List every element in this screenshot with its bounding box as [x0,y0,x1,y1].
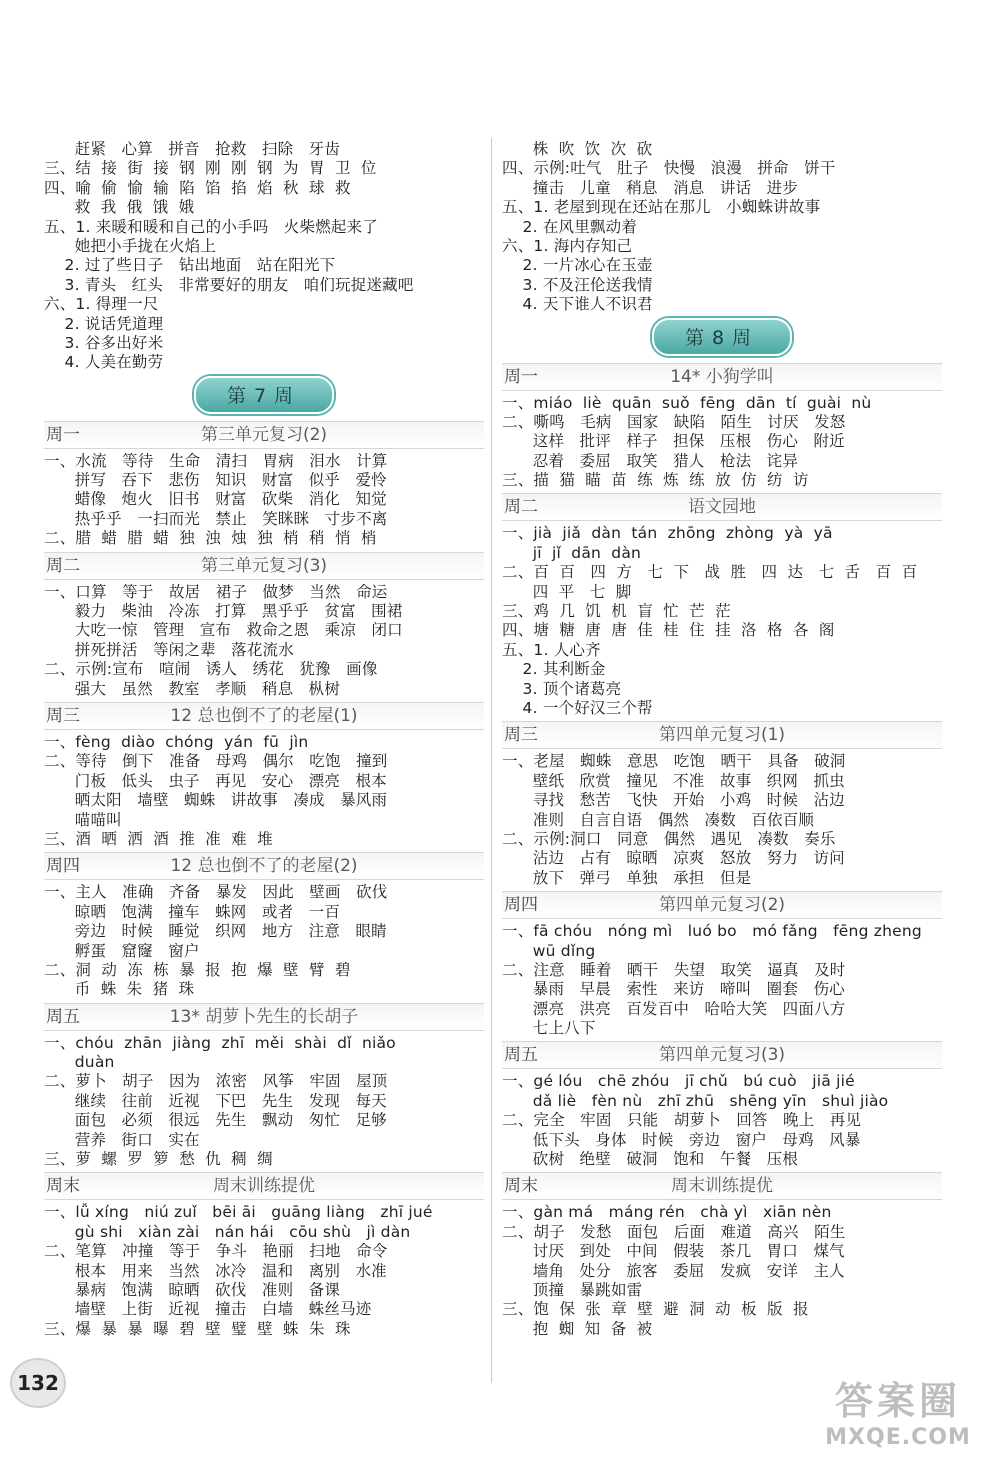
answer-line: 二、示例:洞口 同意 偶然 遇见 凑数 奏乐 [502,829,836,848]
watermark-top: 答案圈 [834,1379,961,1423]
answer-line: 五、1. 老屋到现在还站在那儿 小蜘蛛讲故事 [502,198,821,217]
answer-line: 三、结 接 街 接 钢 刚 刚 钢 为 胃 卫 位 [44,159,377,178]
answer-line: 三、酒 晒 洒 酒 推 准 难 堆 [44,829,273,848]
answer-line: 顶撞 暴跳如雷 [502,1280,643,1299]
answer-line: 一、lǚ xíng niú zuǐ bēi āi guāng liàng zhī jué [44,1203,433,1222]
week-banner-label: 第8周 [652,318,792,356]
day-label: 周五 [46,1006,80,1027]
answer-line: 喵喵叫 [44,810,122,829]
answer-line: 三、萝 螺 罗 箩 愁 仇 稠 绸 [44,1150,273,1169]
answer-line: 二、笔算 冲撞 等于 争斗 艳丽 扫地 命令 [44,1242,388,1261]
answer-line: 蜡像 炮火 旧书 财富 砍柴 消化 知觉 [44,490,387,509]
section-title: 周末训练提优 [671,1176,773,1197]
section-title: 13* 胡萝卜先生的长胡子 [169,1006,359,1027]
day-section-header [502,363,942,391]
answer-line: 四 平 七 脚 [502,582,632,601]
answer-line: 五、1. 人心齐 [502,640,601,659]
answer-line: 3. 谷多出好米 [44,333,164,352]
watermark-logo [808,1378,988,1462]
day-section-header [502,493,942,521]
answer-line: 大吃一惊 管理 宣布 救命之恩 乘凉 闭口 [44,621,403,640]
section-title: 第三单元复习(2) [200,424,328,445]
answer-line: 毅力 柴油 冷冻 打算 黑乎乎 贫富 围裙 [44,602,403,621]
answer-line: 4. 一个好汉三个帮 [502,698,653,717]
section-title: 第四单元复习(3) [658,1045,786,1066]
answer-line: 2. 在风里飘动着 [502,217,638,236]
section-title: 12 总也倒不了的老屋(2) [170,856,358,877]
answer-line: 暴雨 早晨 索性 来访 啼叫 圈套 伤心 [502,980,845,999]
answer-line: 一、老屋 蜘蛛 意思 吃饱 晒干 具备 破洞 [502,752,846,771]
answer-line: 赶紧 心算 拼音 抢救 扫除 牙齿 [44,140,341,158]
answer-line: 四、喻 偷 愉 输 陷 馅 掐 焰 秋 球 救 [44,178,351,197]
answer-line: 七上八下 [502,1019,596,1038]
answer-line: 孵蛋 窟窿 窗户 [44,941,200,960]
answer-line: dǎ liè fèn nù zhī zhū shēng yīn shuì jiào [502,1091,889,1110]
day-label: 周一 [504,366,538,387]
answer-line: 五、1. 来暖和暖和自己的小手吗 火柴燃起来了 [44,217,378,236]
day-label: 周末 [504,1176,538,1197]
answer-line: 二、示例:宣布 喧闹 诱人 绣花 犹豫 画像 [44,660,378,679]
answer-line: wū dǐng [502,941,596,960]
day-section-header [502,1041,942,1069]
answer-line: 她把小手拢在火焰上 [44,236,217,255]
answer-line: 一、口算 等于 故居 裙子 做梦 当然 命运 [44,582,388,601]
answer-line: 拼死拼活 等闲之辈 落花流水 [44,640,294,659]
answer-line: 一、主人 准确 齐备 暴发 因此 壁画 砍伐 [44,883,388,902]
answer-line: 三、描 猫 瞄 苗 练 炼 练 放 仿 纺 访 [502,471,809,490]
answer-line: 4. 人美在勤劳 [44,353,164,372]
answer-line: 一、水流 等待 生命 清扫 胃病 泪水 计算 [44,451,388,470]
section-title: 第四单元复习(2) [658,895,786,916]
answer-line: 2. 其利断金 [502,660,606,679]
answer-line: 株 吹 饮 次 砍 [502,140,653,158]
answer-line: 三、爆 暴 暴 曝 碧 壁 璧 壁 蛛 朱 珠 [44,1319,351,1338]
answer-line: 撞击 儿童 稍息 消息 讲话 进步 [502,178,799,197]
section-title: 周末训练提优 [213,1176,315,1197]
day-section-header [44,552,484,580]
answer-line: 寻找 愁苦 飞快 开始 小鸡 时候 沾边 [502,791,845,810]
answer-line: 二、嘶鸣 毛病 国家 缺陷 陌生 讨厌 发怒 [502,412,846,431]
answer-line: 二、百 百 四 方 七 下 战 胜 四 达 七 舌 百 百 [502,563,918,582]
answer-line: 准则 自言自语 偶然 凑数 百依百顺 [502,810,815,829]
answer-line: 壁纸 欣赏 撞见 不准 故事 织网 抓虫 [502,771,845,790]
answer-line: 一、chóu zhān jiàng zhī měi shài dǐ niǎo [44,1033,396,1052]
answer-line: 低下头 身体 时候 旁边 窗户 母鸡 风暴 [502,1130,861,1149]
answer-line: 3. 顶个诸葛亮 [502,679,622,698]
answer-line: 三、鸡 几 饥 机 盲 忙 芒 茫 [502,602,731,621]
answer-line: 四、示例:吐气 肚子 快慢 浪漫 拼命 饼干 [502,159,836,178]
day-label: 周三 [504,725,538,746]
answer-line: 二、等待 倒下 准备 母鸡 偶尔 吃饱 撞到 [44,752,388,771]
week-banner-label: 第7周 [194,376,334,414]
day-label: 周一 [46,424,80,445]
left-column [44,140,484,1339]
week-banner [44,375,484,415]
answer-line: 一、gàn má máng rén chà yì xiān nèn [502,1203,832,1222]
answer-line: 抱 蜘 知 备 被 [502,1319,653,1338]
answer-line: 二、完全 牢固 只能 胡萝卜 回答 晚上 再见 [502,1111,862,1130]
answer-line: 强大 虽然 教室 孝顺 稍息 枞树 [44,679,341,698]
day-label: 周四 [46,856,80,877]
answer-line: 放下 弹弓 单独 承担 但是 [502,868,752,887]
answer-line: 四、塘 糖 唐 唐 佳 桂 住 挂 洛 格 各 阁 [502,621,835,640]
answer-line: 拼写 吞下 悲伤 知识 财富 似乎 爱怜 [44,471,387,490]
page-number: 132 [17,1371,59,1395]
answer-line: 面包 必须 很远 先生 飘动 匆忙 足够 [44,1111,387,1130]
answer-line: 三、饱 保 张 章 壁 避 洞 动 板 版 报 [502,1300,809,1319]
section-title: 语文园地 [688,497,756,518]
answer-line: gù shi xiàn zài nán hái cōu shù jì dàn [44,1222,411,1241]
watermark-bottom: MXQE.COM [825,1425,971,1450]
answer-line: 根本 用来 当然 冰冷 温和 离别 水准 [44,1261,387,1280]
answer-line: 晾晒 饱满 撞车 蛛网 或者 一百 [44,902,341,921]
answer-line: 一、miáo liè quān suǒ fēng dān tí guài nù [502,393,872,412]
answer-line: 门板 低头 虫子 再见 安心 漂亮 根本 [44,771,387,790]
answer-line: 暴病 饱满 晾晒 砍伐 准则 备课 [44,1280,341,1299]
answer-line: 3. 青头 红头 非常要好的朋友 咱们玩捉迷藏吧 [44,275,414,294]
answer-line: 3. 不及汪伦送我情 [502,275,653,294]
answer-line: 六、1. 海内存知己 [502,236,633,255]
answer-line: 漂亮 洪亮 百发百中 哈哈大笑 四面八方 [502,999,846,1018]
day-section-header [44,852,484,880]
answer-line: 热乎乎 一扫而光 禁止 笑眯眯 寸步不离 [44,509,388,528]
answer-line: 二、萝卜 胡子 因为 浓密 风筝 牢固 屋顶 [44,1072,388,1091]
right-column [502,140,942,1339]
answer-line: 沾边 占有 晾晒 凉爽 怒放 努力 访问 [502,849,845,868]
answer-line: 墙壁 上街 近视 撞击 白墙 蛛丝马迹 [44,1300,372,1319]
page-number-badge [10,1358,66,1408]
answer-line: 4. 天下谁人不识君 [502,295,653,314]
answer-line: 讨厌 到处 中间 假装 茶几 胃口 煤气 [502,1242,845,1261]
answer-line: 继续 往前 近视 下巴 先生 发现 每天 [44,1091,387,1110]
answer-line: 币 蛛 朱 猪 珠 [44,980,195,999]
day-section-header [44,1172,484,1200]
section-title: 12 总也倒不了的老屋(1) [170,705,358,726]
answer-line: 二、洞 动 冻 栋 暴 报 抱 爆 壁 臂 碧 [44,960,351,979]
answer-line: 这样 批评 样子 担保 压根 伤心 附近 [502,432,845,451]
answer-line: 2. 一片冰心在玉壶 [502,256,653,275]
day-label: 周四 [504,895,538,916]
week-banner [502,317,942,357]
answer-line: 砍树 绝壁 破洞 饱和 午餐 压根 [502,1150,799,1169]
day-section-header [44,702,484,730]
day-section-header [502,891,942,919]
section-title: 第四单元复习(1) [658,725,786,746]
day-section-header [44,1003,484,1031]
answer-line: 一、fā chóu nóng mì luó bo mó fǎng fēng zheng [502,922,922,941]
column-divider [491,138,492,1383]
section-title: 14* 小狗学叫 [670,366,774,387]
answer-line: 一、fèng diào chóng yán fū jìn [44,732,309,751]
day-label: 周二 [504,497,538,518]
day-label: 周五 [504,1045,538,1066]
answer-line: 晒太阳 墙壁 蜘蛛 讲故事 凑成 暴风雨 [44,791,388,810]
answer-line: 营养 街口 实在 [44,1130,200,1149]
answer-line: 墙角 处分 旅客 委屈 发疯 安详 主人 [502,1261,845,1280]
answer-line: 旁边 时候 睡觉 织网 地方 注意 眼睛 [44,922,387,941]
answer-line: jī jǐ dān dàn [502,543,642,562]
day-section-header [502,1172,942,1200]
answer-line: 二、腊 蜡 腊 蜡 独 浊 烛 独 梢 稍 悄 梢 [44,529,377,548]
day-label: 周末 [46,1176,80,1197]
day-label: 周三 [46,705,80,726]
answer-line: 二、注意 睡着 晒干 失望 取笑 逼真 及时 [502,960,846,979]
answer-line: 2. 过了些日子 钻出地面 站在阳光下 [44,256,336,275]
day-section-header [44,421,484,449]
answer-line: 二、胡子 发愁 面包 后面 难道 高兴 陌生 [502,1222,846,1241]
answer-line: 2. 说话凭道理 [44,314,164,333]
day-label: 周二 [46,555,80,576]
answer-line: 救 我 俄 饿 娥 [44,198,195,217]
answer-line: duàn [44,1053,115,1072]
day-section-header [502,721,942,749]
answer-line: 忍着 委屈 取笑 猎人 枪法 诧异 [502,451,799,470]
answer-line: 一、jià jiǎ dàn tán zhōng zhòng yà yā [502,524,833,543]
answer-line: 一、gé lóu chē zhóu jī chǔ bú cuò jiā jié [502,1072,855,1091]
answer-line: 六、1. 得理一尺 [44,295,159,314]
section-title: 第三单元复习(3) [200,555,328,576]
